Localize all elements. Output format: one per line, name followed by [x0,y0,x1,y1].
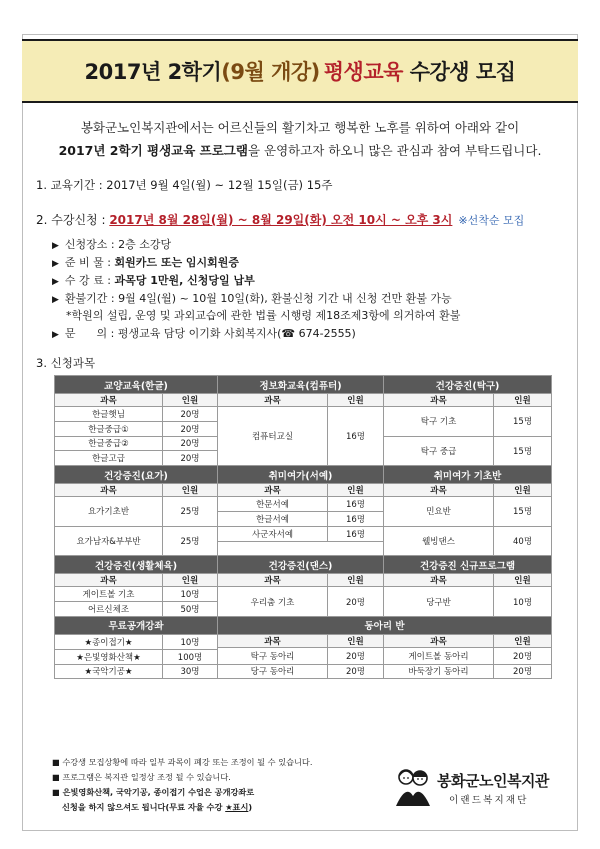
course-count: 25명 [163,497,218,527]
note-star-mark: ★표시 [225,802,249,812]
course-count: 25명 [163,526,218,556]
course-name: 한글고급 [55,451,163,466]
course-name: 탁구 동아리 [218,647,328,664]
course-name: 요가기초반 [55,497,163,527]
note-item: ■ 은빛영화산책, 국악기공, 종이접기 수업은 공개강좌로 [52,787,255,797]
note-item: ■ 수강생 모집상황에 따라 일부 과목이 폐강 또는 조정이 될 수 있습니다. [52,757,313,767]
course-name: 한글중급① [55,421,163,436]
count-header: 인원 [328,394,384,407]
course-name: 게이트볼 기초 [55,587,163,602]
education-period: 1. 교육기간 : 2017년 9월 4일(월) ~ 12월 15일(금) 15주 [36,178,333,192]
registration-period [36,211,524,228]
count-header: 인원 [494,394,552,407]
course-count: 15명 [494,497,552,527]
note-text: 프로그램은 복지관 일정상 조정 될 수 있습니다. [62,772,231,782]
foundation-name: 이랜드복지재단 [449,795,529,806]
course-count: 20명 [494,647,552,664]
course-count: 16명 [328,511,384,526]
subject-header: 과목 [55,574,163,587]
count-header: 인원 [328,484,384,497]
sub-value: 2층 소강당 [118,238,172,251]
bullet-icon: ▶ [52,259,59,269]
sub-value: 과목당 1만원, 신청당일 납부 [114,274,255,287]
course-count: 16명 [328,497,384,512]
title-opening: (9월 개강) [221,60,320,84]
bullet-icon: ▶ [52,241,59,251]
intro-line-2-rest: 을 운영하고자 하오니 많은 관심과 참여 부탁드립니다. [247,143,542,158]
course-count: 20명 [163,451,218,466]
subject-header: 과목 [218,484,328,497]
subject-header: 과목 [384,394,494,407]
course-name: 한글서예 [218,511,328,526]
course-count: 10명 [163,587,218,602]
courses-table [54,375,552,679]
intro-line-2 [30,139,570,162]
course-name: ★종이접기★ [55,634,163,649]
count-header: 인원 [163,484,218,497]
category-header: 건강증진(댄스) [218,556,384,574]
course-count: 20명 [328,587,384,617]
course-name: 요가남자&부부반 [55,526,163,556]
course-count: 10명 [494,587,552,617]
category-header: 취미여가(서예) [218,466,384,484]
organization-name: 봉화군노인복지관 [437,772,549,790]
course-name: 어르신체조 [55,602,163,617]
bullet-icon: ▶ [52,330,59,340]
elderly-couple-icon [393,766,433,808]
course-count: 20명 [163,436,218,451]
course-name: 바둑장기 동아리 [384,664,494,679]
note-text: 수강생 모집상황에 따라 일부 과목이 폐강 또는 조정이 될 수 있습니다. [62,757,313,767]
category-header: 건강증진(생활체육) [55,556,218,574]
course-name: 당구 동아리 [218,664,328,679]
count-header: 인원 [163,574,218,587]
category-header: 동아리 반 [218,616,552,634]
subject-header: 과목 [384,484,494,497]
course-count: 100명 [163,649,218,664]
course-name: 우리춤 기초 [218,587,328,617]
subject-header: 과목 [218,634,328,647]
sub-label: 준 비 물 : [64,256,115,269]
sub-value: 9월 4일(월) ~ 10월 10일(화), 환불신청 기간 내 신청 건만 환불 가능 [118,292,452,305]
subject-header: 과목 [218,394,328,407]
category-header: 건강증진(탁구) [384,376,552,394]
course-name: 웰빙댄스 [384,526,494,556]
category-header: 정보화교육(컴퓨터) [218,376,384,394]
course-name: 한글햇님 [55,407,163,422]
title-recruit: 수강생 모집 [402,60,516,84]
course-count: 16명 [328,526,384,541]
title-program: 평생교육 [323,60,403,84]
sub-fee [52,272,255,288]
course-count: 40명 [494,526,552,556]
course-count: 16명 [328,407,384,466]
courses-heading: 3. 신청과목 [36,356,96,370]
course-count: 20명 [328,647,384,664]
note-item [52,800,312,815]
category-header: 교양교육(한글) [55,376,218,394]
count-header: 인원 [328,634,384,647]
course-count: 50명 [163,602,218,617]
note-item: ■ 프로그램은 복지관 일정상 조정 될 수 있습니다. [52,772,231,782]
registration-label: 2. 수강신청 : [36,213,110,227]
title-year: 2017년 2학기 [84,60,222,84]
count-header: 인원 [163,394,218,407]
page-title [22,39,578,103]
sub-supplies [52,254,239,270]
count-header: 인원 [494,574,552,587]
course-name: 한문서예 [218,497,328,512]
sub-label: 문 의 : [64,327,118,340]
course-count: 20명 [163,407,218,422]
course-count: 15명 [494,407,552,437]
course-count: 20명 [494,664,552,679]
sub-label: 신청장소 : [64,238,119,251]
course-name: 한글중급② [55,436,163,451]
intro-line-1: 봉화군노인복지관에서는 어르신들의 활기차고 행복한 노후를 위하여 아래와 같이 [80,120,520,135]
sub-refund [52,290,452,306]
subject-header: 과목 [384,634,494,647]
bullet-icon: ▶ [52,295,59,305]
course-name: 탁구 중급 [384,436,494,466]
subject-header: 과목 [55,394,163,407]
category-header: 건강증진(요가) [55,466,218,484]
course-name: ★국악기공★ [55,664,163,679]
sub-value: 회원카드 또는 임시회원증 [114,256,240,269]
category-header: 취미여가 기초반 [384,466,552,484]
course-name: ★은빛영화산책★ [55,649,163,664]
intro-paragraph [30,116,570,162]
sub-refund-law [66,307,460,323]
sub-value: 평생교육 담당 이기화 사회복지사(☎ 674-2555) [117,327,356,340]
sub-inquiry [52,325,356,341]
category-header: 무료공개강좌 [55,616,218,634]
count-header: 인원 [494,484,552,497]
intro-program-name: 2017년 2학기 평생교육 프로그램 [58,143,248,158]
registration-dates: 2017년 8월 28일(월) ~ 8월 29일(화) 오전 10시 ~ 오후 3시 [109,213,453,227]
course-name: 민요반 [384,497,494,527]
course-name: 탁구 기초 [384,407,494,437]
sub-value: *학원의 설립, 운영 및 과외교습에 관한 법률 시행령 제18조제3항에 의거하여 환불 [66,309,461,322]
course-count: 20명 [328,664,384,679]
note-text: 은빛영화산책, 국악기공, 종이접기 수업은 공개강좌로 [62,787,255,797]
sub-place [52,236,171,252]
count-header: 인원 [494,634,552,647]
note-text: 신청을 하지 않으셔도 됩니다(무료 자율 수강 [62,802,226,812]
empty-cell [218,541,384,556]
notes [52,755,312,815]
subject-header: 과목 [218,574,328,587]
first-come-note: ※선착순 모집 [458,214,525,227]
course-name: 컴퓨터교실 [218,407,328,466]
course-count: 15명 [494,436,552,466]
course-name: 게이트볼 동아리 [384,647,494,664]
course-count: 30명 [163,664,218,679]
welfare-center-logo [393,766,563,810]
sub-label: 수 강 료 : [64,274,115,287]
subject-header: 과목 [384,574,494,587]
course-name: 당구반 [384,587,494,617]
course-count: 20명 [163,421,218,436]
subject-header: 과목 [55,484,163,497]
course-name: 사군자서예 [218,526,328,541]
category-header: 건강증진 신규프로그램 [384,556,552,574]
count-header: 인원 [328,574,384,587]
sub-label: 환불기간 : [64,292,119,305]
note-text: ) [248,802,253,812]
bullet-icon: ▶ [52,277,59,287]
course-count: 10명 [163,634,218,649]
